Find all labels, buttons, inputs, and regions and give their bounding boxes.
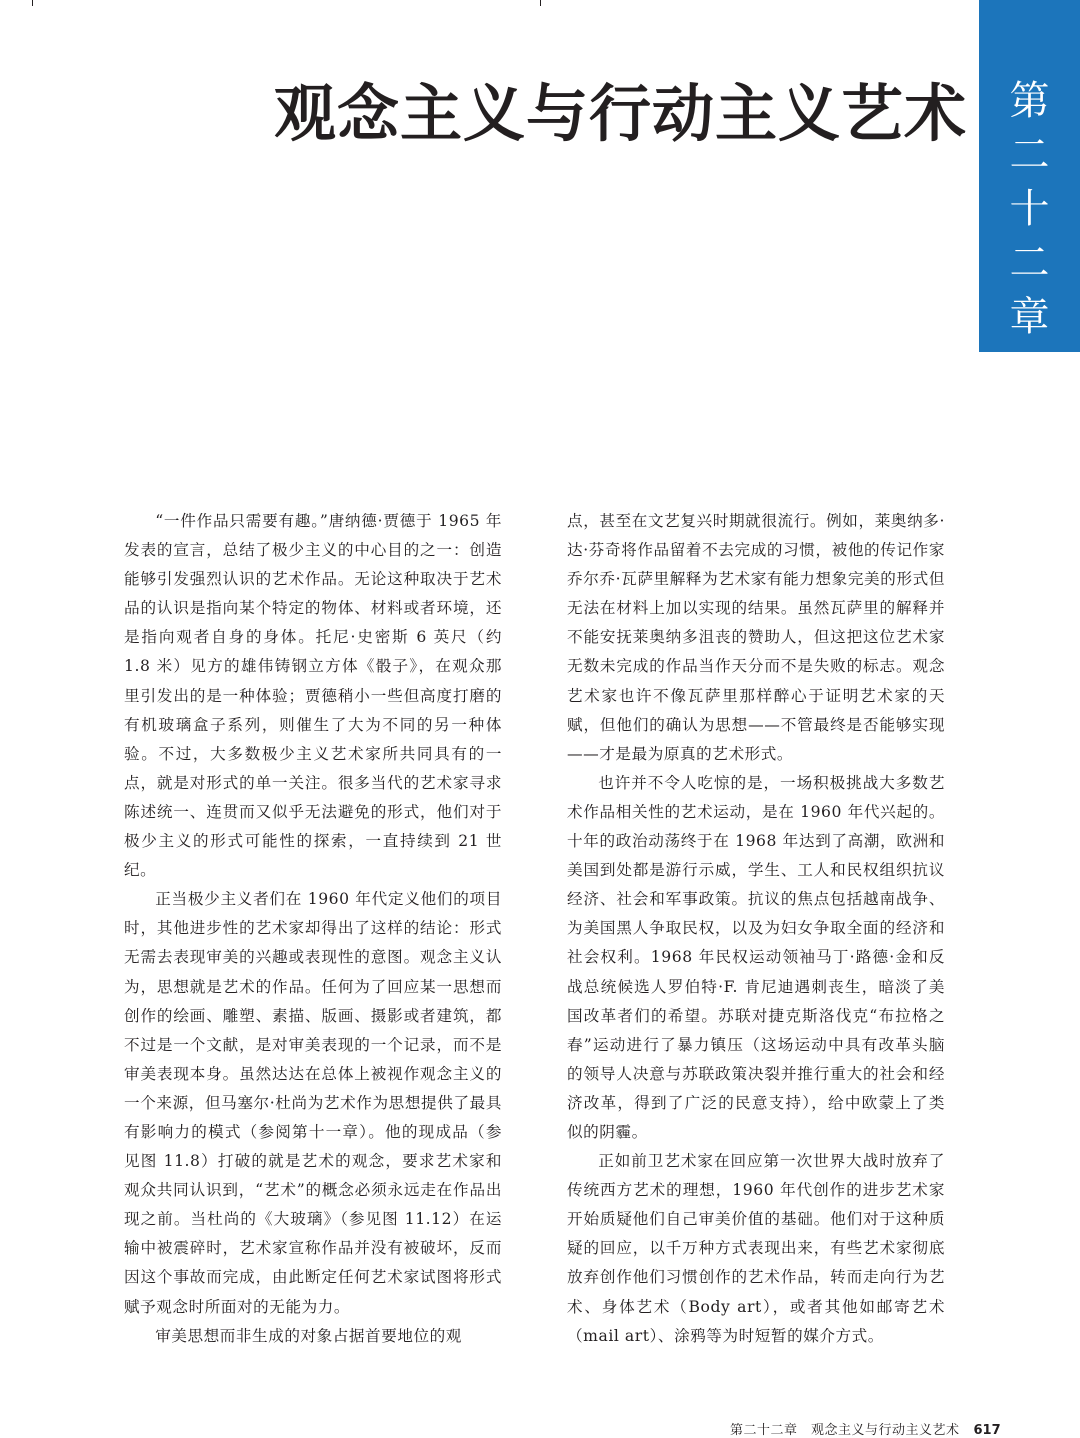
chapter-tab-char: 第 xyxy=(1009,78,1050,124)
crop-mark-center xyxy=(540,0,541,6)
paragraph: “一件作品只需要有趣。”唐纳德·贾德于 1965 年发表的宣言，总结了极少主义的中心目的之一：创造能够引发强烈认识的艺术作品。无论这种取决于艺术品的认识是指向某个特定的物体、材料或者环境，还是指向观者自身的身体。托尼·史密斯 6 英尺（约 1.8 米）见方的雄伟铸钢立方体《骰子》，在观众那里引发出的是一种体验；贾德稍小一些但高度打磨的有机玻璃盒子系列，则催生了大为不同的另一种体验。不过，大多数极少主义艺术家所共同具有的一点，就是对形式的单一关注。很多当代的艺术家寻求陈述统一、连贯而又似乎无法避免的形式，他们对于极少主义的形式可能性的探索，一直持续到 21 世纪。 xyxy=(124,512,502,880)
paragraph: 正当极少主义者们在 1960 年代定义他们的项目时，其他进步性的艺术家却得出了这样的结论：形式无需去表现审美的兴趣或表现性的意图。观念主义认为，思想就是艺术的作品。任何为了回应某一思想而创作的绘画、雕塑、素描、版画、摄影或者建筑，都不过是一个文献，是对审美表现的一个记录，而不是审美表现本身。虽然达达在总体上被视作观念主义的一个来源，但马塞尔·杜尚为艺术作为思想提供了最具有影响力的模式（参阅第十一章）。他的现成品（参见图 11.8）打破的就是艺术的观念，要求艺术家和观众共同认识到，“艺术”的概念必须永远走在作品出现之前。当杜尚的《大玻璃》（参见图 11.12）在运输中被震碎时，艺术家宣称作品并没有被破坏，反而因这个事故而完成，由此断定任何艺术家试图将形式赋予观念时所面对的无能为力。 xyxy=(124,890,502,1316)
chapter-tab xyxy=(979,0,1080,352)
paragraph: 也许并不令人吃惊的是，一场积极挑战大多数艺术作品相关性的艺术运动，是在 1960 年代兴起的。十年的政治动荡终于在 1968 年达到了高潮，欧洲和美国到处都是游行示威，学生、工人和民权组织抗议经济、社会和军事政策。抗议的焦点包括越南战争、为美国黑人争取民权，以及为妇女争取全面的经济和社会权利。1968 年民权运动领袖马丁·路德·金和反战总统候选人罗伯特·F. 肯尼迪遇刺丧生，暗淡了美国改革者们的希望。苏联对捷克斯洛伐克“布拉格之春”运动进行了暴力镇压（这场运动中具有改革头脑的领导人决意与苏联政策决裂并推行重大的社会和经济改革，得到了广泛的民意支持），给中欧蒙上了类似的阴霾。 xyxy=(567,773,945,1141)
body-column-right xyxy=(567,507,945,1351)
chapter-tab-char: 二 xyxy=(1009,132,1050,178)
page-title: 观念主义与行动主义艺术 xyxy=(274,77,968,150)
chapter-tab-char: 章 xyxy=(1009,294,1050,340)
crop-mark-left xyxy=(32,0,33,6)
page-number: 617 xyxy=(973,1423,1001,1438)
paragraph: 审美思想而非生成的对象占据首要地位的观 xyxy=(155,1326,462,1345)
running-head: 第二十二章 观念主义与行动主义艺术 xyxy=(730,1423,960,1438)
paragraph: 正如前卫艺术家在回应第一次世界大战时放弃了传统西方艺术的理想，1960 年代创作的进步艺术家开始质疑他们自己审美价值的基础。他们对于这种质疑的回应，以千万种方式表现出来，有些艺术家彻底放弃创作他们习惯创作的艺术作品，转而走向行为艺术、身体艺术（Body art），或者其他如邮寄艺术（mail art）、涂鸦等为时短暂的媒介方式。 xyxy=(567,1152,945,1345)
chapter-tab-char: 十 xyxy=(1009,186,1050,232)
paragraph: 点，甚至在文艺复兴时期就很流行。例如，莱奥纳多·达·芬奇将作品留着不去完成的习惯，被他的传记作家乔尔乔·瓦萨里解释为艺术家有能力想象完美的形式但无法在材料上加以实现的结果。虽然瓦萨里的解释并不能安抚莱奥纳多沮丧的赞助人，但这把这位艺术家无数未完成的作品当作天分而不是失败的标志。观念艺术家也许不像瓦萨里那样醉心于证明艺术家的天赋，但他们的确认为思想——不管最终是否能够实现——才是最为原真的艺术形式。 xyxy=(567,512,945,763)
body-column-left xyxy=(124,507,502,1351)
page-footer xyxy=(730,1419,1030,1438)
chapter-tab-char: 二 xyxy=(1009,240,1050,286)
